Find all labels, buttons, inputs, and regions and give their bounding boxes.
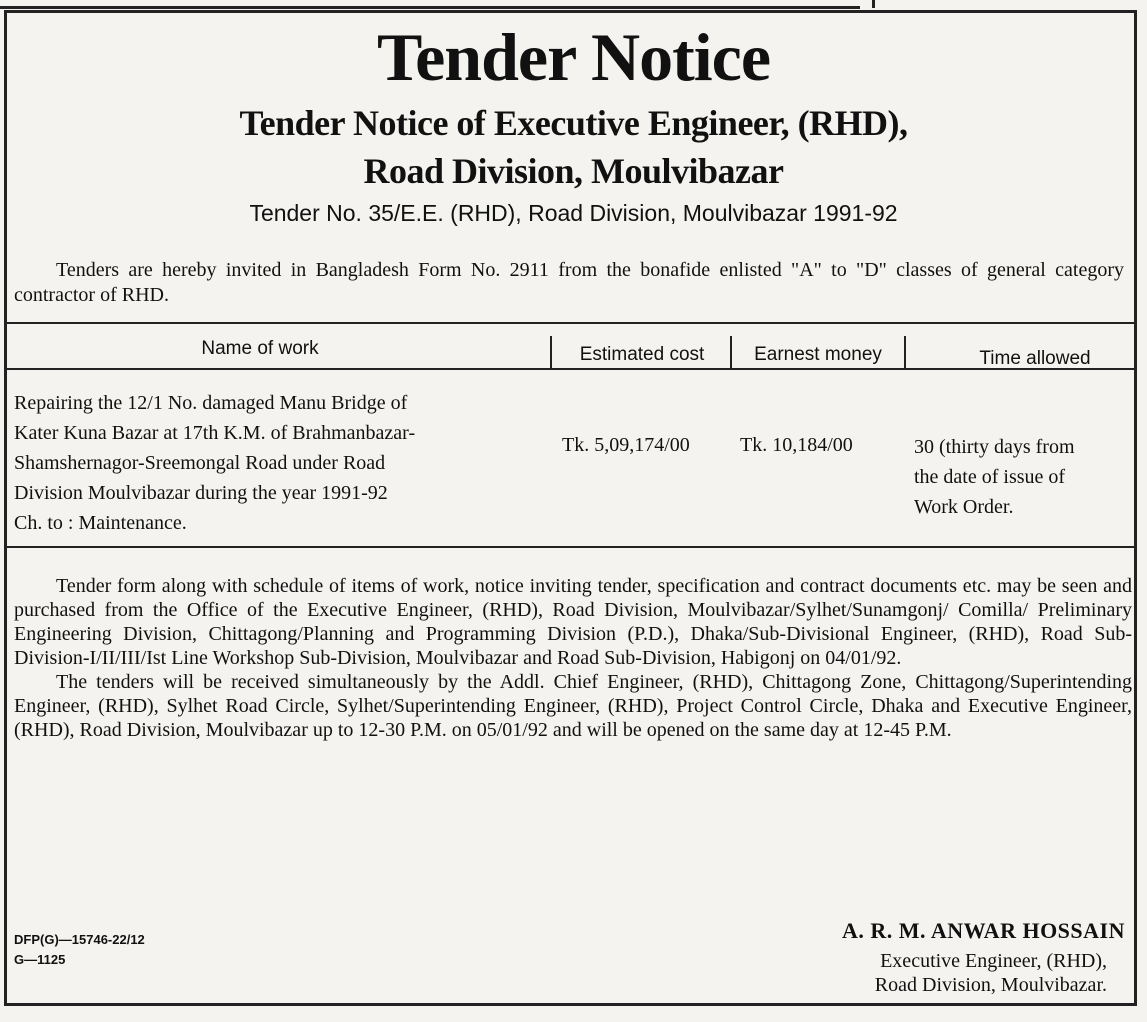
work-line-2: Kater Kuna Bazar at 17th K.M. of Brahmanbazar-	[14, 422, 416, 444]
page-title: Tender Notice	[376, 19, 771, 95]
header-divider-2	[730, 336, 732, 368]
table-cell-estimated-cost: Tk. 5,09,174/00	[562, 434, 690, 456]
header-divider-1	[550, 336, 552, 368]
reference-code-2: G—1125	[14, 952, 66, 967]
column-header-time-allowed: Time allowed	[979, 348, 1091, 369]
subtitle-line-1: Tender Notice of Executive Engineer, (RHD),	[239, 103, 908, 143]
signatory-title: Executive Engineer, (RHD),	[880, 950, 1107, 972]
table-cell-earnest-money: Tk. 10,184/00	[740, 434, 853, 456]
body-paragraph-2: The tenders will be received simultaneously by the Addl. Chief Engineer, (RHD), Chittagong Zone, Chittagong/Superintending Engineer, (RHD), Sylhet Road Circle, Sylhet/Superintending Engineer, (RHD), Project Control Circle, Dhaka and Executive Engineer, (RHD), Road Division, Moulvibazar up to 12-30 P.M. on 05/01/92 and will be opened on the same day at 12-45 P.M.	[14, 671, 1132, 741]
column-header-earnest-money: Earnest money	[754, 344, 882, 365]
table-bottom-rule	[4, 546, 1137, 548]
column-header-estimated-cost: Estimated cost	[579, 344, 705, 365]
header-divider-3	[904, 336, 906, 368]
column-header-name-of-work: Name of work	[201, 338, 319, 359]
top-rule-tick	[872, 0, 875, 8]
tender-number: Tender No. 35/E.E. (RHD), Road Division, Moulvibazar 1991-92	[249, 200, 898, 226]
intro-paragraph: Tenders are hereby invited in Bangladesh Form No. 2911 from the bonafide enlisted "A" to "D" classes of general category contractor of RHD.	[14, 259, 1124, 306]
body-text	[14, 574, 1132, 742]
work-line-1: Repairing the 12/1 No. damaged Manu Bridge of	[14, 392, 408, 414]
table-cell-name-of-work	[14, 388, 544, 538]
time-line-2: the date of issue of	[914, 466, 1066, 488]
signatory-name: A. R. M. ANWAR HOSSAIN	[842, 918, 1125, 943]
body-paragraph-1: Tender form along with schedule of items of work, notice inviting tender, specification and contract documents etc. may be seen and purchased from the Office of the Executive Engineer, (RHD), Road Division, Moulvibazar/Sylhet/Sunamgonj/ Comilla/ Preliminary Engineering Division, Chittagong/Planning and Programming Division (P.D.), Dhaka/Sub-Divisional Engineer, (RHD), Road Sub-Division-I/II/III/Ist Line Workshop Sub-Division, Moulvibazar and Road Sub-Division, Habigonj on 04/01/92.	[14, 575, 1132, 669]
signatory-office: Road Division, Moulvibazar.	[874, 974, 1107, 996]
subtitle-line-2: Road Division, Moulvibazar	[363, 151, 784, 191]
time-line-3: Work Order.	[914, 496, 1014, 518]
reference-codes	[14, 930, 145, 970]
work-line-4: Division Moulvibazar during the year 1991-92	[14, 482, 388, 504]
reference-code-1: DFP(G)—15746-22/12	[14, 932, 145, 947]
work-line-5: Ch. to : Maintenance.	[14, 512, 187, 534]
table-top-rule	[4, 322, 1137, 324]
time-line-1: 30 (thirty days from	[914, 436, 1075, 458]
work-line-3: Shamshernagor-Sreemongal Road under Road	[14, 452, 386, 474]
top-rule	[0, 0, 860, 9]
table-cell-time-allowed	[914, 432, 1134, 522]
